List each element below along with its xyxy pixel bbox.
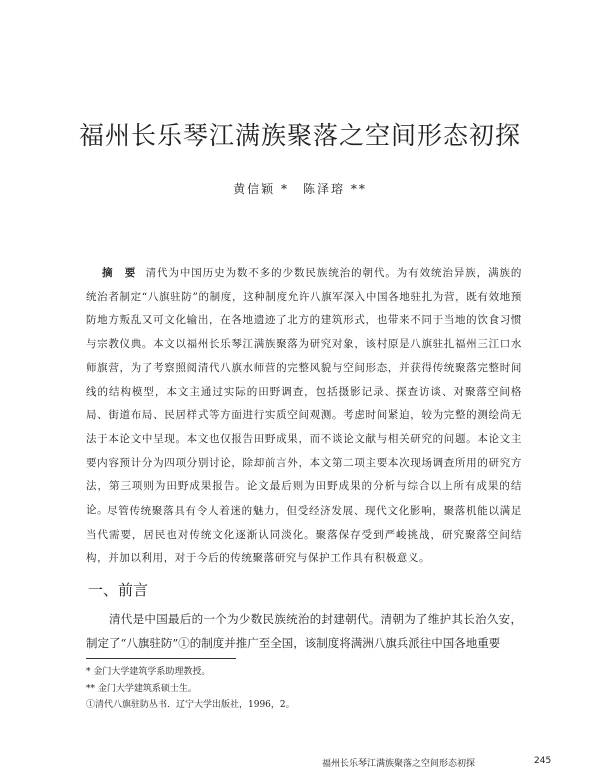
page-number: 245	[534, 756, 552, 766]
paper-title: 福州长乐琴江满族聚落之空间形态初探	[78, 121, 521, 150]
running-head: 福州长乐琴江满族聚落之空间形态初探	[322, 759, 476, 769]
author-first: 黄信颖 *	[233, 182, 289, 196]
abstract-paragraph-2: 尽管传统聚落具有令人着迷的魅力，但受经济发展、现代文化影响，聚落机能以满足当代需要，居民也对传统文化逐渐认同淡化。聚落保存受到严峻挑战，研究聚落空间结构，并加以利用，对于今后的传统聚落研究与保护工作具有积极意义。	[86, 505, 522, 565]
footnotes	[86, 664, 526, 714]
footnote-2: ** 金门大学建筑系硕士生。	[86, 683, 197, 694]
abstract-label: 摘 要	[102, 267, 140, 279]
footnote-1: * 金门大学建筑学系助理教授。	[86, 667, 211, 677]
abstract-paragraph-1	[86, 262, 522, 523]
author-line	[100, 180, 500, 197]
author-second: 陈泽瑢 **	[303, 182, 367, 196]
abstract-text-1: 清代为中国历史为数不多的少数民族统治的朝代。为有效统治异族，满族的统治者制定“八旗驻防”的制度，这种制度允许八旗军深入中国各地驻扎为营，既有效地预防地方叛乱又可文化输出，在各地遗迹了北方的建筑形式，也带来不同于当地的饮食习惯与宗教仪典。本文以福州长乐琴江满族聚落为研究对象，该村原是八旗驻扎福州三江口水师旗营，为了考察照阅清代八旗水师营的完整风貌与空间形态，并获得传统聚落完整时间线的结构模型，本文主通过实际的田野调查，包括摄影记录、探查访谈、对聚落空间格局、街道布局、民居样式等方面进行实质空间观测。考虑时间紧迫，较为完整的测绘尚无法于本论文中呈现。本文也仅报告田野成果，而不谈论文献与相关研究的问题。本论文主要内容预计分为四项分别讨论，除却前言外，本文第二项主要本次现场调查所用的研究方法，第三项则为田野成果报告。论文最后则为田野成果的分析与综合以上所有成果的结论。	[86, 267, 522, 517]
footnote-divider	[86, 658, 236, 659]
intro-paragraph: 清代是中国最后的一个为少数民族统治的封建朝代。清朝为了维护其长治久安，制定了“八旗驻防”①的制度并推广至全国，该制度将满洲八旗兵派往中国各地重要	[86, 612, 522, 650]
section-heading: 一、前言	[88, 581, 149, 599]
footnote-3: ①清代八旗驻防丛书．辽宁大学出版社，1996，2。	[86, 700, 295, 710]
